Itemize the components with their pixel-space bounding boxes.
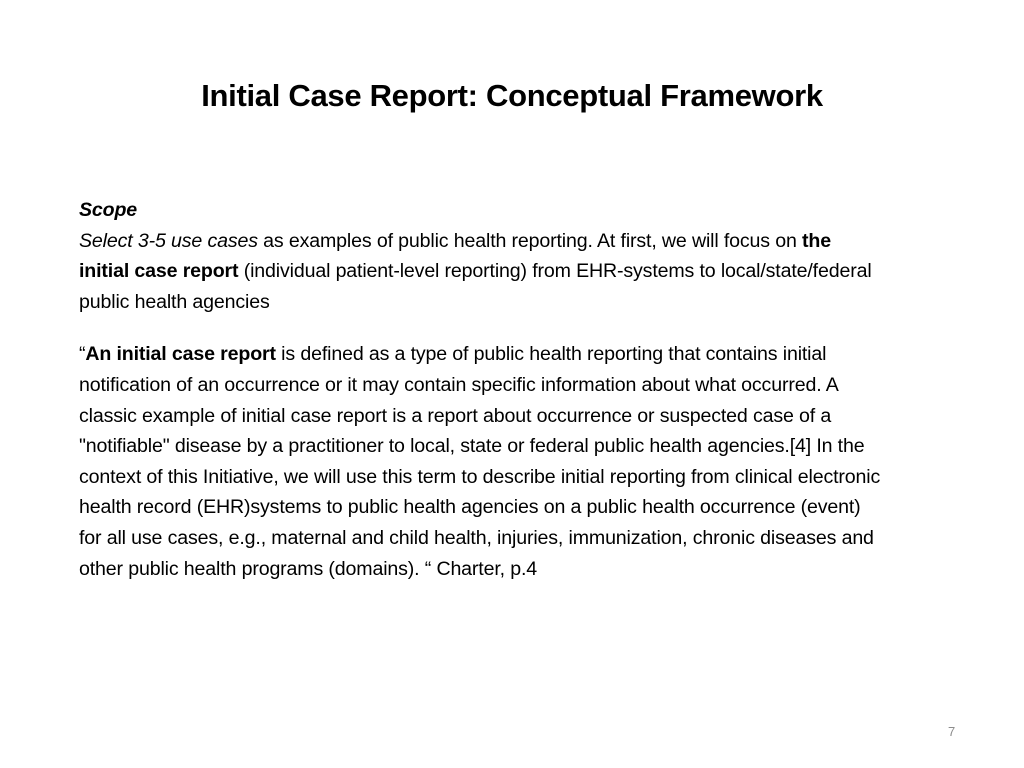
definition-text: is defined as a type of public health reporting that contains initial notification of an occurrence or it may contain specific information about what occurred. A classic example of initial case report is a report about occurrence or suspected case of a "notifiable" disease by a practitioner to local, state or federal public health agencies.[4] In the context of this Initiative, we will use this term to describe initial reporting from clinical electronic health record (EHR)systems to public health agencies on a public health occurrence (event) for all use cases, e.g., maternal and child health, injuries, immunization, chronic diseases and other public health programs (domains). “ Charter, p.4	[79, 343, 881, 580]
definition-open-quote: “	[79, 343, 86, 366]
definition-term: An initial case report	[85, 343, 276, 366]
page-number: 7	[948, 724, 956, 739]
slide-title: Initial Case Report: Conceptual Framework	[201, 78, 823, 113]
scope-text-2: (individual patient-level reporting) from EHR-systems to local/state/federal public health agencies	[79, 260, 872, 313]
scope-text-1: as examples of public health reporting. At first, we will focus on	[257, 229, 803, 252]
scope-emphasis: the initial case report	[79, 229, 831, 283]
definition-paragraph	[79, 339, 885, 584]
scope-lead: Select 3-5 use cases	[79, 229, 258, 252]
scope-heading: Scope	[79, 199, 138, 221]
slide-body	[79, 195, 885, 584]
scope-paragraph	[79, 195, 885, 317]
